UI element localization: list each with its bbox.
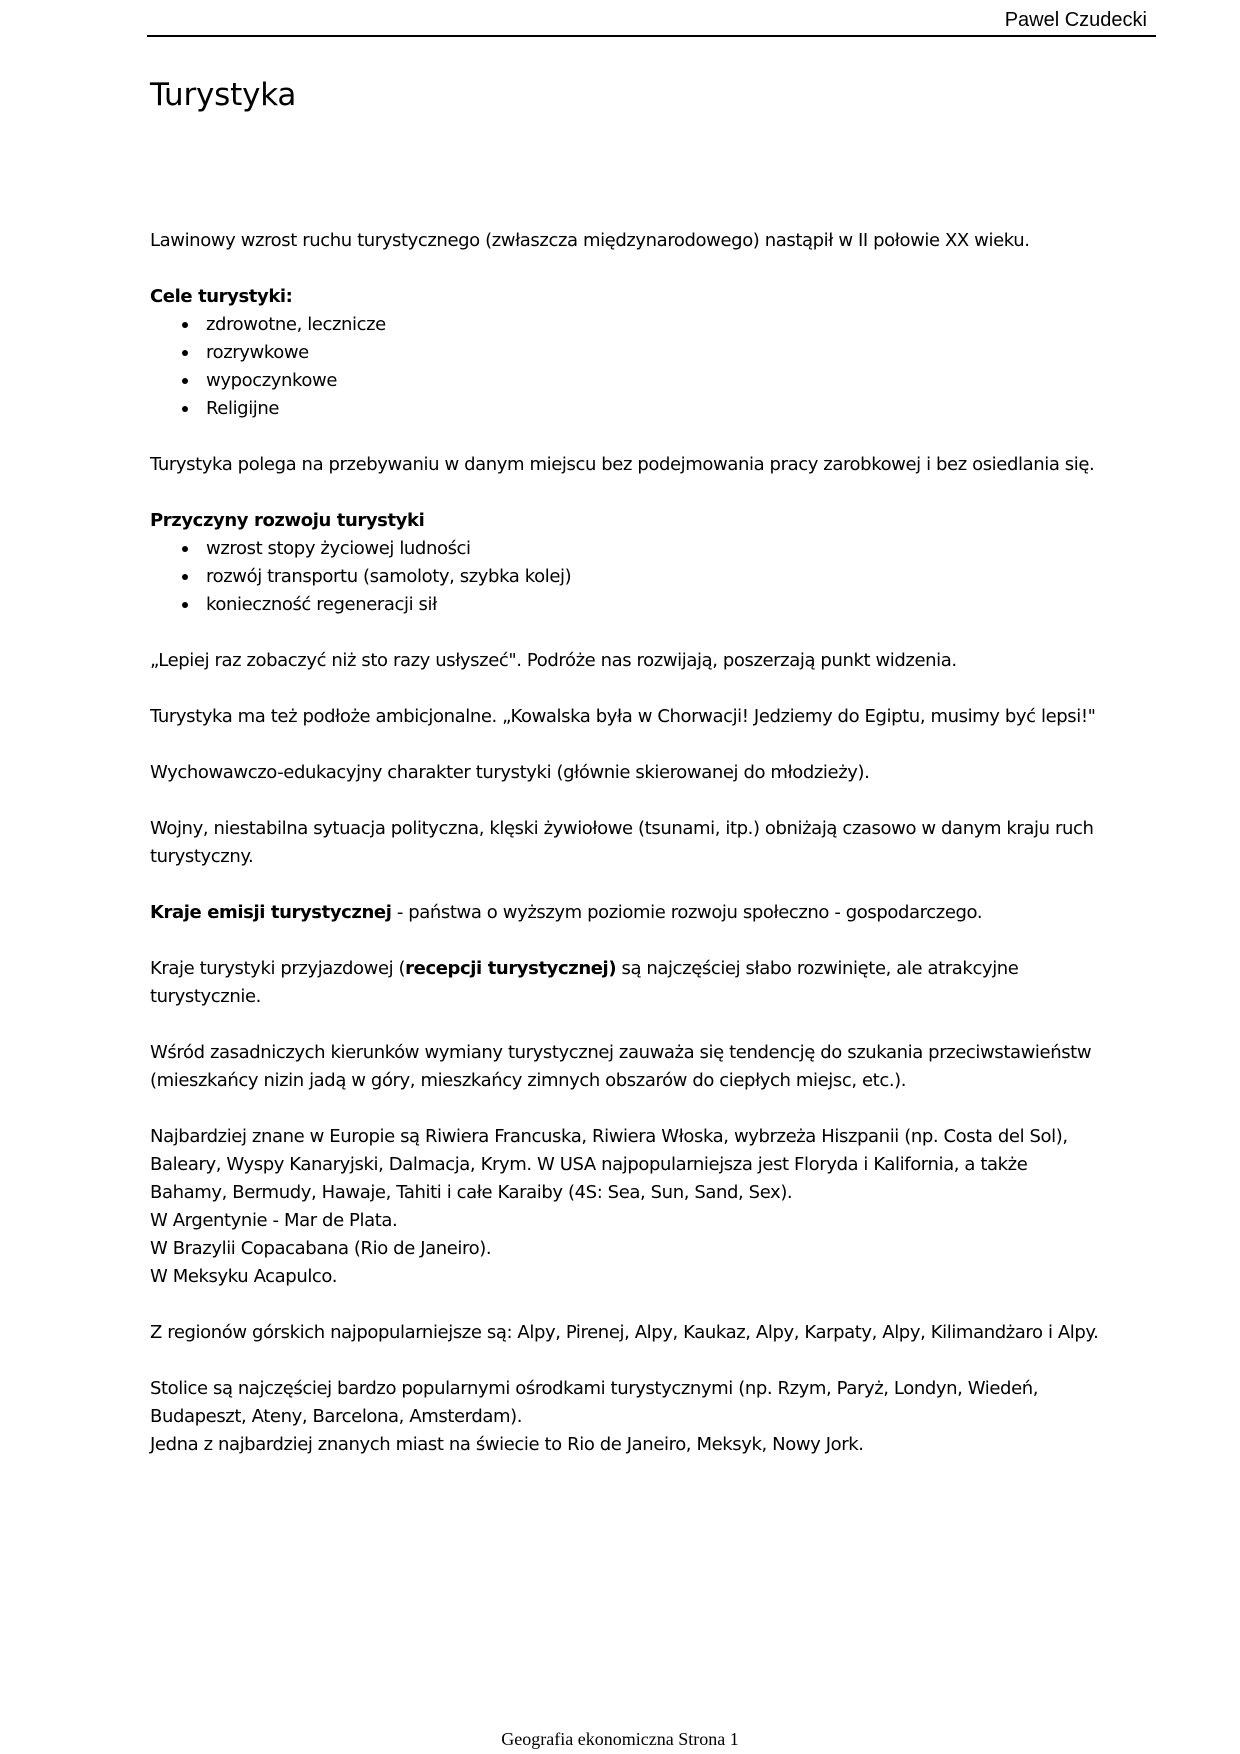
mountains-paragraph: Z regionów górskich najpopularniejsze są: Alpy, Pirenej, Alpy, Kaukaz, Alpy, Karpaty, Alpy, Kilimandżaro i Alpy. [150, 1322, 1099, 1343]
capitals-paragraph [150, 1375, 1100, 1459]
document-body [150, 75, 1100, 1459]
definition-paragraph: Turystyka polega na przebywaniu w danym miejscu bez podejmowania pracy zarobkowej i bez osiedlania się. [150, 454, 1095, 475]
list-item: zdrowotne, lecznicze [150, 311, 1100, 339]
capitals-text: Stolice są najczęściej bardzo popularnymi ośrodkami turystycznymi (np. Rzym, Paryż, Londyn, Wiedeń, Budapeszt, Ateny, Barcelona, Amsterdam). [150, 1378, 1039, 1427]
emission-term: Kraje emisji turystycznej [150, 902, 392, 923]
emission-paragraph [150, 899, 1100, 927]
destinations-mexico: W Meksyku Acapulco. [150, 1266, 338, 1287]
header-divider [147, 35, 1156, 37]
reception-text-before: Kraje turystyki przyjazdowej ( [150, 958, 406, 979]
directions-paragraph: Wśród zasadniczych kierunków wymiany turystycznej zauważa się tendencję do szukania przeciwstawieństw (mieszkańcy nizin jadą w góry, mieszkańcy zimnych obszarów do ciepłych miejsc, etc.). [150, 1042, 1092, 1091]
header-author: Pawel Czudecki [1004, 9, 1147, 31]
causes-list [150, 535, 1100, 619]
list-item: wypoczynkowe [150, 367, 1100, 395]
destinations-brazil: W Brazylii Copacabana (Rio de Janeiro). [150, 1238, 492, 1259]
page-footer: Geografia ekonomiczna Strona 1 [501, 1729, 739, 1749]
list-item: Religijne [150, 395, 1100, 423]
education-paragraph: Wychowawczo-edukacyjny charakter turystyki (głównie skierowanej do młodzieży). [150, 762, 870, 783]
destinations-main: Najbardziej znane w Europie są Riwiera Francuska, Riwiera Włoska, wybrzeża Hiszpanii (np. Costa del Sol), Baleary, Wyspy Kanaryjski, Dalmacja, Krym. W USA najpopularniejsza jest Floryda i Kalifornia, a także Bahamy, Bermudy, Hawaje, Tahiti i całe Karaiby (4S: Sea, Sun, Sand, Sex). [150, 1126, 1068, 1203]
reception-paragraph [150, 955, 1100, 1011]
document-title: Turystyka [150, 77, 297, 113]
goals-list [150, 311, 1100, 423]
list-item: wzrost stopy życiowej ludności [150, 535, 1100, 563]
reception-text-after: są najczęściej słabo rozwinięte, ale atrakcyjne turystycznie. [150, 958, 1019, 1007]
reception-term: recepcji turystycznej) [405, 958, 617, 979]
quote-paragraph: „Lepiej raz zobaczyć niż sto razy usłyszeć". Podróże nas rozwijają, poszerzają punkt widzenia. [150, 650, 957, 671]
ambition-paragraph: Turystyka ma też podłoże ambicjonalne. „Kowalska była w Chorwacji! Jedziemy do Egiptu, musimy być lepsi!" [150, 706, 1096, 727]
destinations-argentina: W Argentynie - Mar de Plata. [150, 1210, 398, 1231]
cities-text: Jedna z najbardziej znanych miast na świecie to Rio de Janeiro, Meksyk, Nowy Jork. [150, 1434, 864, 1455]
intro-paragraph: Lawinowy wzrost ruchu turystycznego (zwłaszcza międzynarodowego) nastąpił w II połowie XX wieku. [150, 230, 1030, 251]
list-item: rozwój transportu (samoloty, szybka kolej) [150, 563, 1100, 591]
goals-heading: Cele turystyki: [150, 286, 293, 307]
emission-text: - państwa o wyższym poziomie rozwoju społeczno - gospodarczego. [391, 902, 983, 923]
causes-heading: Przyczyny rozwoju turystyki [150, 510, 425, 531]
list-item: konieczność regeneracji sił [150, 591, 1100, 619]
list-item: rozrywkowe [150, 339, 1100, 367]
destinations-paragraph [150, 1123, 1100, 1291]
wars-paragraph: Wojny, niestabilna sytuacja polityczna, klęski żywiołowe (tsunami, itp.) obniżają czasowo w danym kraju ruch turystyczny. [150, 818, 1094, 867]
